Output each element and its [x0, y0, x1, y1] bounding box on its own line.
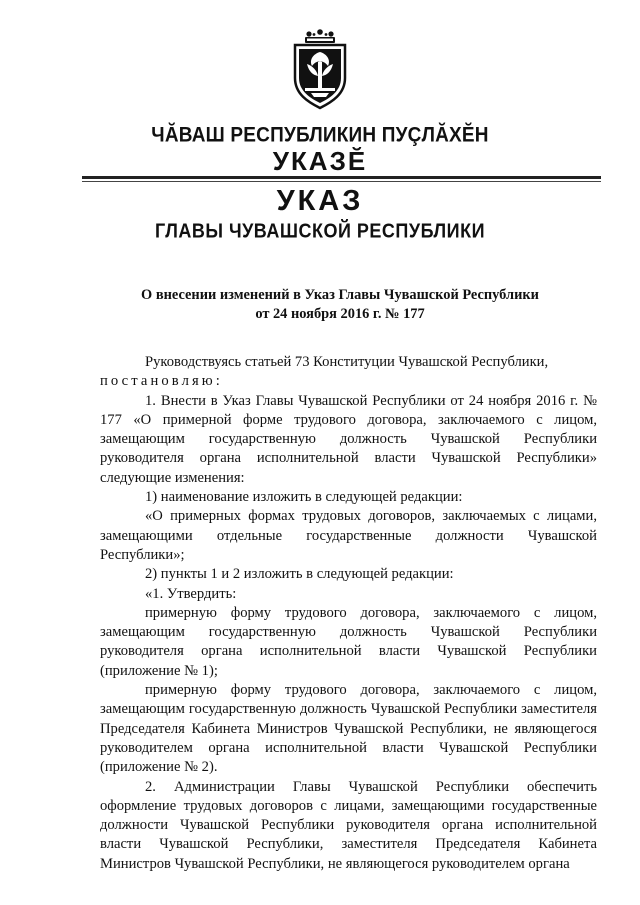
document-title-line1: О внесении изменений в Указ Главы Чувашской Республики — [141, 287, 539, 303]
preamble-paragraph: Руководствуясь статьей 73 Конституции Чувашской Республики, — [145, 354, 549, 370]
paragraph-1-2-b: примерную форму трудового договора, заключаемого с лицом, замещающим государственную должность Чувашской Республики руководителя органа исполнительной власти Чувашской Республики (приложение № 1); — [100, 604, 597, 679]
coat-of-arms-icon — [287, 28, 353, 110]
header-divider-thick — [82, 176, 601, 179]
paragraph-1-2-a: «1. Утвердить: — [145, 585, 237, 602]
russian-header-line1: УКАЗ — [276, 185, 364, 217]
postanovlyau-text: постановляю: — [100, 373, 223, 390]
paragraph-1-2: 2) пункты 1 и 2 изложить в следующей редакции: — [145, 566, 454, 583]
russian-header-line2: ГЛАВЫ ЧУВАШСКОЙ РЕСПУБЛИКИ — [154, 219, 486, 243]
paragraph-2: 2. Администрации Главы Чувашской Республики обеспечить оформление трудовых договоров с лицами, замещающими государственные должности Чувашской Республики руководителя органа исполнительной власти Чувашской Республики, заместителя Председателя Кабинета Министров Чувашской Республики, не являющегося руководителем органа — [100, 778, 597, 872]
paragraph-1-1-quote: «О примерных формах трудовых договоров, заключаемых с лицами, замещающими отдельные государственные должности Чувашской Республики»; — [100, 508, 597, 563]
document-title-line2: от 24 ноября 2016 г. № 177 — [255, 306, 425, 322]
header-divider-thin — [82, 181, 601, 182]
chuvash-header-line1: ЧĂВАШ РЕСПУБЛИКИН ПУÇЛĂХĔН — [151, 123, 489, 147]
postanovlyau-line — [100, 372, 597, 391]
paragraph-1-2-c: примерную форму трудового договора, заключаемого с лицом, замещающим государственную должность Чувашской Республики заместителя Председателя Кабинета Министров Чувашской Республики, не являющегося руководителем органа исполнительной власти Чувашской Республики (приложение № 2). — [100, 682, 597, 776]
chuvash-header-line2: УКАЗĔ — [272, 146, 368, 176]
paragraph-1: 1. Внести в Указ Главы Чувашской Республики от 24 ноября 2016 г. № 177 «О примерной форме трудового договора, заключаемого с лицом, замещающим государственную должность Чувашской Республики руководителя органа исполнительной власти Чувашской Республики» следующие изменения: — [100, 392, 597, 486]
document-body — [100, 353, 597, 874]
paragraph-1-1: 1) наименование изложить в следующей редакции: — [145, 489, 463, 506]
document-title — [80, 286, 600, 324]
